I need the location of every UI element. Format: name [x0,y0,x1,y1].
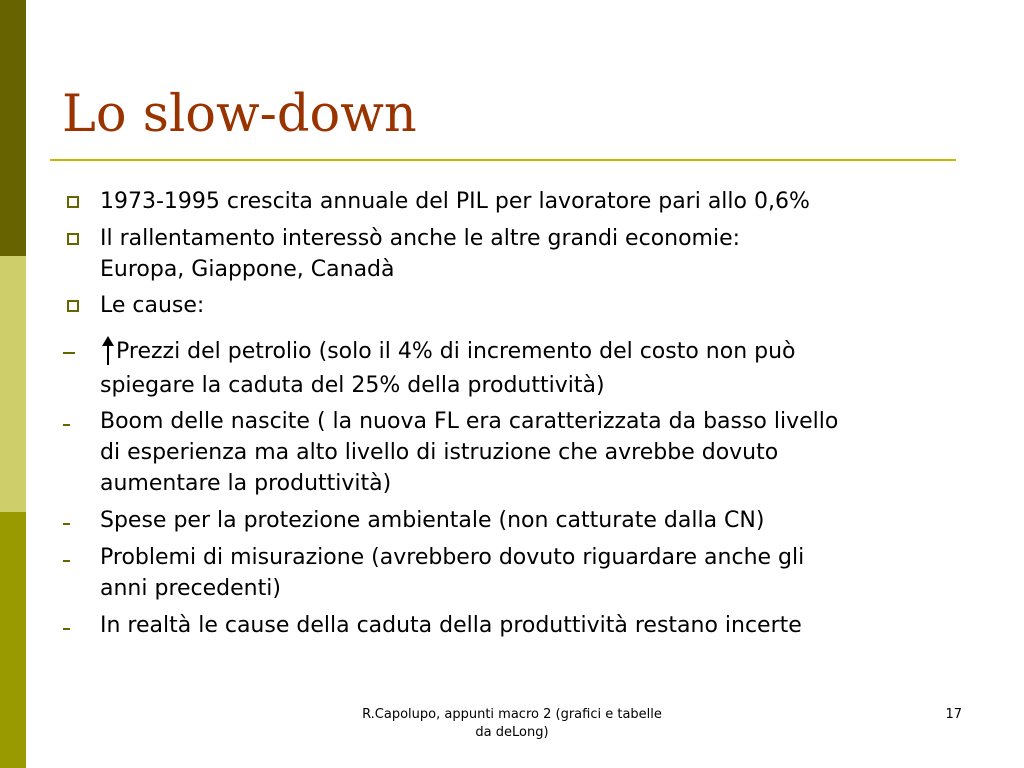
square-bullet-icon [67,196,79,208]
slide-title: Lo slow-down [62,85,417,144]
bullet-text: 1973-1995 crescita annuale del PIL per lavoratore pari allo 0,6% [100,189,810,214]
dash-bullet-icon [63,424,70,426]
bullet-text: Europa, Giappone, Canadà [100,257,395,282]
dash-bullet-icon [63,560,70,562]
decorative-sidebar [0,0,26,768]
square-bullet-icon [67,233,79,245]
bullet-text: di esperienza ma alto livello di istruzione che avrebbe dovuto [100,440,779,465]
dash-bullet-icon [63,352,75,354]
bullet-text: anni precedenti) [100,576,281,601]
slide-footer: R.Capolupo, appunti macro 2 (grafici e tabelle da deLong) [362,707,662,740]
bullet-text: Le cause: [100,293,205,318]
bullet-text: In realtà le cause della caduta della produttività restano incerte [100,613,802,638]
bullet-text: aumentare la produttività) [100,471,392,496]
square-bullet-icon [67,300,79,312]
bullet-text: Il rallentamento interessò anche le altre grandi economie: [100,226,741,251]
bullet-text: Spese per la protezione ambientale (non catturate dalla CN) [100,508,765,533]
up-arrow-icon [100,336,116,367]
dash-bullet-icon [63,523,70,525]
bullet-text-line: Prezzi del petrolio (solo il 4% di incremento del costo non può [116,339,796,364]
bullet-text: spiegare la caduta del 25% della produttività) [100,373,605,398]
dash-bullet-icon [63,628,70,630]
sidebar-block-middle [0,256,26,512]
bullet-text: Problemi di misurazione (avrebbero dovuto riguardare anche gli [100,545,805,570]
sidebar-block-bottom [0,512,26,768]
bullet-text: Boom delle nascite ( la nuova FL era caratterizzata da basso livello [100,409,839,434]
bullet-text [100,336,975,367]
sidebar-block-top [0,0,26,256]
title-divider [50,159,956,161]
page-number: 17 [945,707,962,722]
